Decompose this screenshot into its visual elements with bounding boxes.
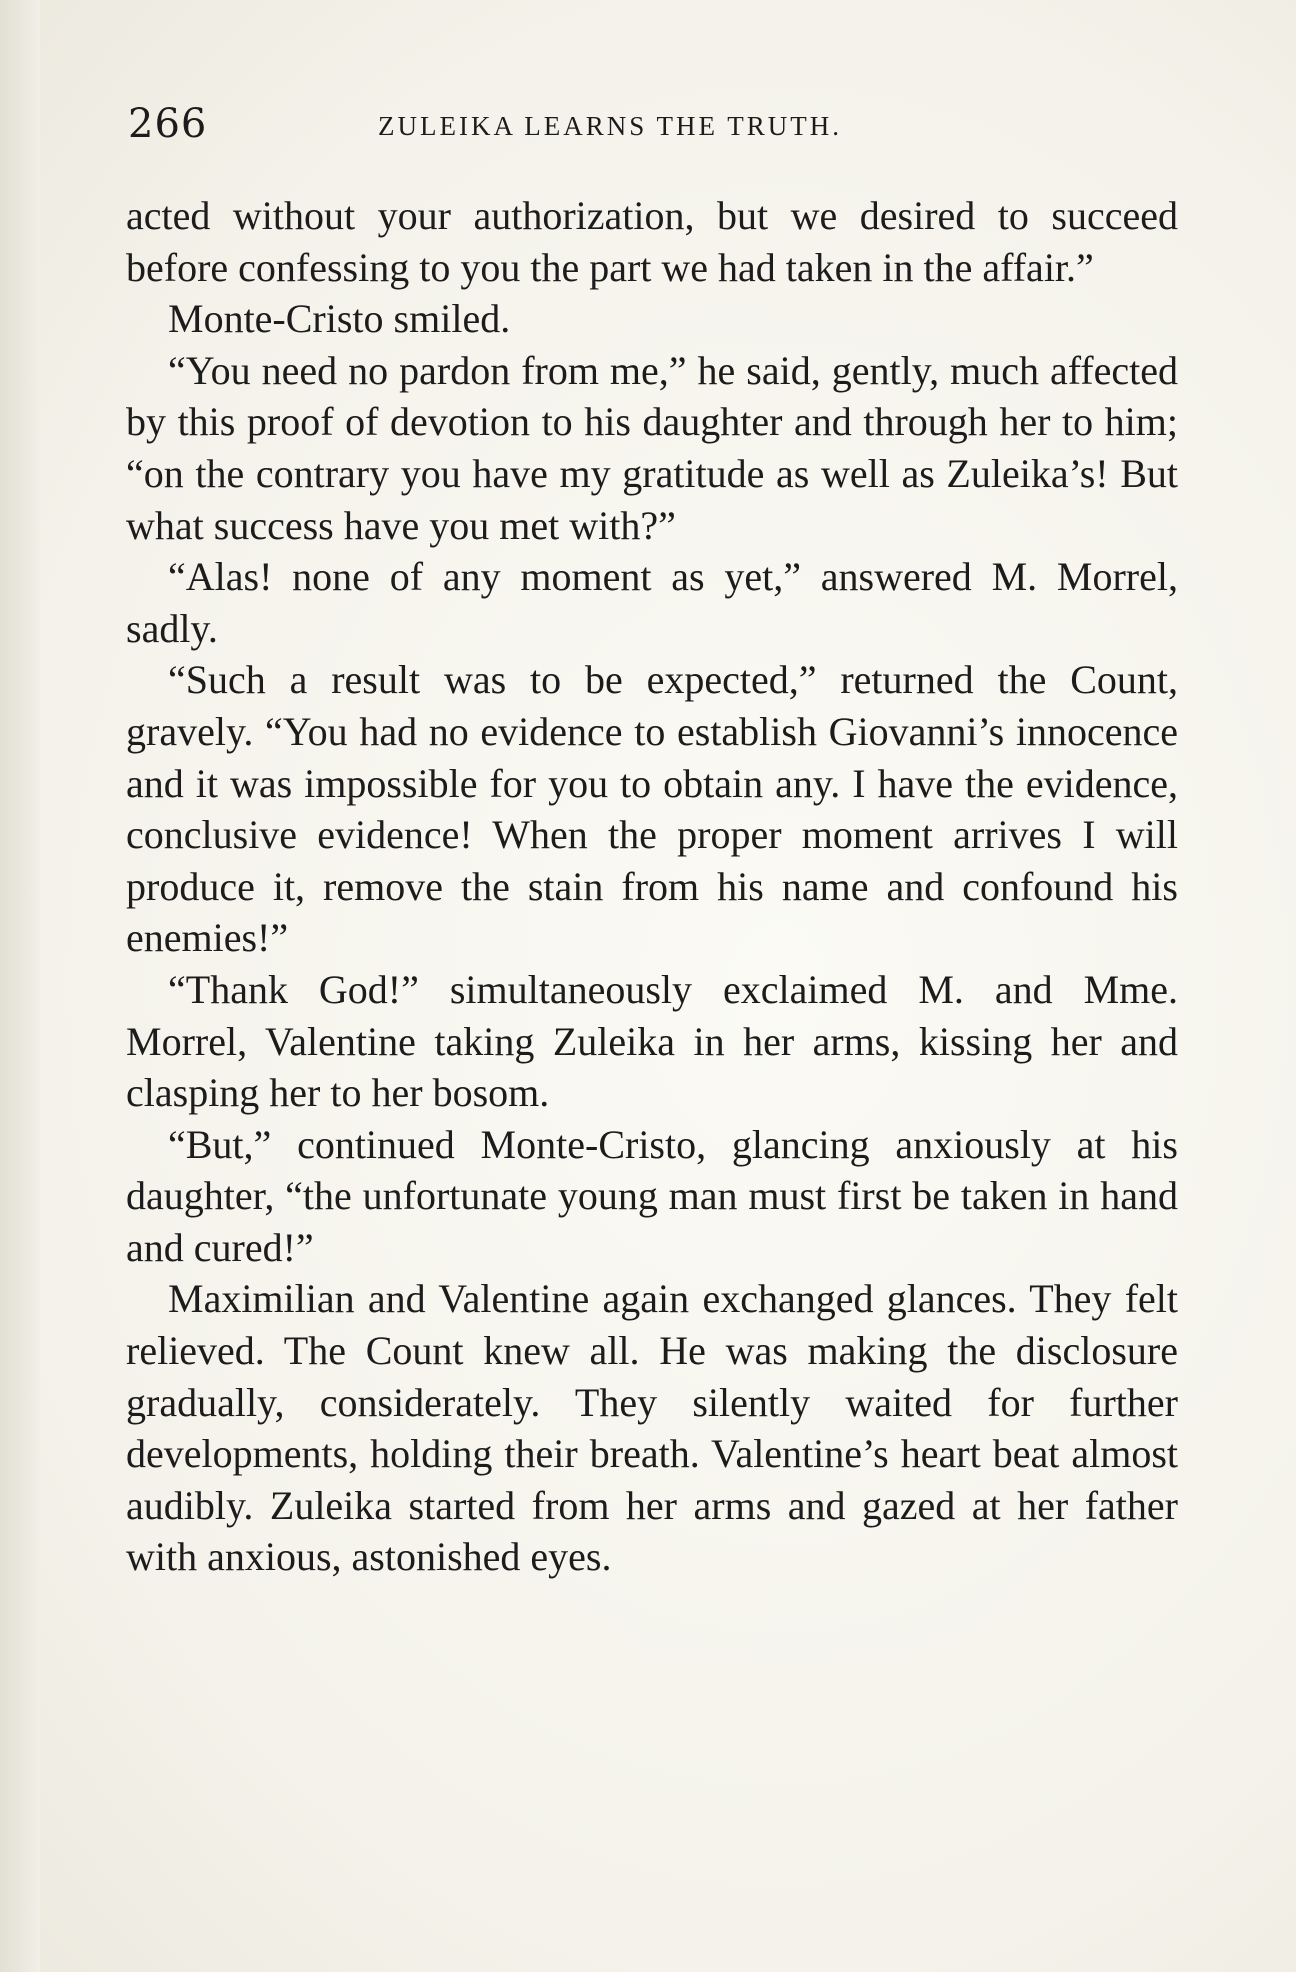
page-number: 266	[128, 101, 208, 147]
paragraph: Monte-Cristo smiled.	[168, 296, 511, 342]
body-text	[126, 190, 1178, 1830]
paragraph: Maximilian and Valentine again exchanged glances. They felt relieved. The Count knew all. He was making the disclosure gradually, considerately. They silently waited for further developments, holding their breath. Valentine’s heart beat almost audibly. Zuleika started from her arms and gazed at her father with anxious, astonished eyes.	[126, 1276, 1178, 1580]
running-title: ZULEIKA LEARNS THE TRUTH.	[378, 111, 842, 141]
page-gutter-edge	[0, 0, 40, 1972]
paragraph-continuation: acted without your authorization, but we desired to succeed before confessing to you the part we had taken in the affair.”	[126, 193, 1178, 290]
paragraph: “Alas! none of any moment as yet,” answered M. Morrel, sadly.	[126, 554, 1178, 651]
page-header	[128, 96, 1178, 156]
paragraph: “Thank God!” simultaneously exclaimed M. and Mme. Morrel, Valentine taking Zuleika in her arms, kissing her and clasping her to her bosom.	[126, 966, 1178, 1116]
paragraph: “But,” continued Monte-Cristo, glancing anxiously at his daughter, “the unfortunate young man must first be taken in hand and cured!”	[126, 1121, 1178, 1270]
paragraph: “You need no pardon from me,” he said, gently, much affected by this proof of devotion to his daughter and through her to him; “on the contrary you have my gratitude as well as Zuleika’s! But what success have you met with?”	[126, 347, 1178, 548]
paragraph: “Such a result was to be expected,” returned the Count, gravely. “You had no evidence to establish Giovanni’s innocence and it was impossible for you to obtain any. I have the evidence, conclusive evidence! When the proper moment arrives I will produce it, remove the stain from his name and confound his enemies!”	[126, 657, 1178, 961]
